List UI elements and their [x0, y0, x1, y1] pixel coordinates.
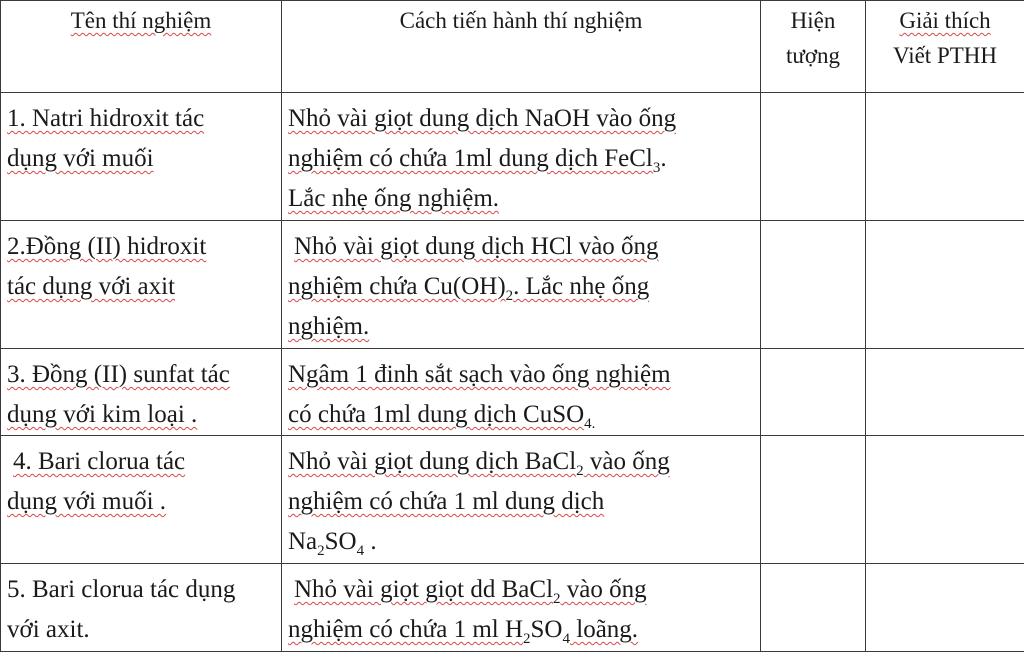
- table-row: [1, 221, 1024, 349]
- experiment-procedure: Nhỏ vài giọt dung dịch HCl vào ống nghiệm chứa $Cu(OH)_2$. Lắc nhẹ ống nghiệm.: [282, 221, 761, 349]
- experiment-name: 5. Bari clorua tác dụng với axit.: [1, 564, 282, 652]
- explanation-cell[interactable]: [866, 221, 1024, 349]
- explanation-cell[interactable]: [866, 436, 1024, 564]
- experiment-name: 4. Bari clorua tác dụng với muối .: [1, 436, 282, 564]
- experiment-name: 2.Đồng (II) hidroxit tác dụng với axit: [1, 221, 282, 349]
- experiment-procedure: Nhỏ vài giọt dung dịch NaOH vào ống nghiệm có chứa 1ml dung dịch FeCl$_3$. Lắc nhẹ ống nghiệm.: [282, 93, 761, 221]
- phenomenon-cell[interactable]: [761, 93, 866, 221]
- phenomenon-cell[interactable]: [761, 221, 866, 349]
- table-row: [1, 349, 1024, 436]
- experiment-name: 1. Natri hidroxit tác dụng với muối: [1, 93, 282, 221]
- explanation-cell[interactable]: [866, 93, 1024, 221]
- phenomenon-cell[interactable]: [761, 436, 866, 564]
- header-explanation: Giải thích Viết PTHH: [866, 1, 1024, 93]
- explanation-cell[interactable]: [866, 349, 1024, 436]
- header-row: [1, 1, 1024, 93]
- table-row: [1, 436, 1024, 564]
- experiment-procedure: Nhỏ vài giọt giọt dd BaCl$_2$ vào ống nghiệm có chứa 1 ml $H_2SO_4$ loãng.: [282, 564, 761, 652]
- experiment-name: 3. Đồng (II) sunfat tác dụng với kim loại .: [1, 349, 282, 436]
- phenomenon-cell[interactable]: [761, 349, 866, 436]
- experiment-procedure: Nhỏ vài giọt dung dịch BaCl$_2$ vào ống nghiệm có chứa 1 ml dung dịch $Na_2SO_4$ .: [282, 436, 761, 564]
- header-procedure: Cách tiến hành thí nghiệm: [282, 1, 761, 93]
- explanation-cell[interactable]: [866, 564, 1024, 652]
- header-phenomenon: Hiện tượng: [761, 1, 866, 93]
- table-row: [1, 564, 1024, 652]
- experiment-procedure: Ngâm 1 đinh sắt sạch vào ống nghiệm có chứa 1ml dung dịch CuSO$_{4.}$: [282, 349, 761, 436]
- table-row: [1, 93, 1024, 221]
- phenomenon-cell[interactable]: [761, 564, 866, 652]
- header-name: Tên thí nghiệm: [1, 1, 282, 93]
